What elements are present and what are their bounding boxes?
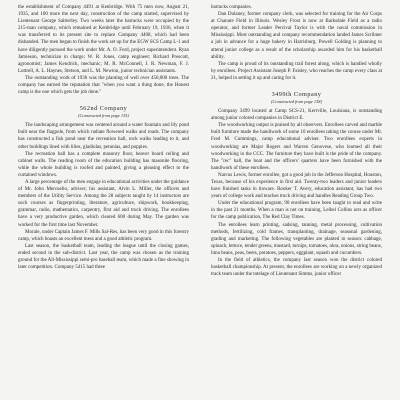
paragraph: the establishment of Company 4491 at Kenbridge. With 75 men now, August 21, 1935, and 100 more the next day, construction of the camp started, supervised by Lieutenant George Saltterley. Two weeks later the barracks were occupied by the 215-man company, which remained at Kenbridge until February 19, 1936, when it was transferred to its present site to replace Company 4408, which had been disbanded. The men began to finish the work set up for the EGW SCS Camp L-1 and have diligently pursued the work under Mr. A. O. Ford, project superintendent. Ryan Jamieson, technician in charge; W. R. Jones, camp engineer; Richard Prescott, agronomist; James Kendrick, mechanic; M. R. McConnell, J. R. Newman, F. J. Luttrell, A. L. Haynes, Stetson, and L. M. Newton, junior technician assistants.: [18, 5, 189, 74]
paragraph: The enrollees learn printing, sadsing, tanning, metal processing, cultivation methods, fertilizing, cold frames, transplanting, drainage, seasonal gardening, grading and marketing. The following vegetables are planted in season: cabbage, spinach, lettuce, tender greens, mustard, turnips, tomatoes, okra, onions, string beans, lima beans, peas, beets, potatoes, peppers, eggplant, squash and cucumbers.: [211, 222, 382, 256]
paragraph: Morale, under Captain James F. Mills Sal-Res, has been very good in this forestry camp, which boasts an excellent mess and a good athletic program.: [18, 229, 189, 242]
paragraph: barracks companies.: [211, 5, 252, 10]
paragraph: Last season, the basketball team, leading the league until the closing games, ended second in the sub-district. Last year, the camp was chosen as the training ground for the All-Mississippi semi-pro baseball team, which made a fine showing in later competition. Company 5415 had three: [18, 243, 189, 271]
section-subtitle: (Constructed from page 135): [78, 113, 129, 119]
section-heading: [18, 105, 189, 119]
paragraph: The woodworking output is praised by all observers. Enrollees carved and marble built furniture made the handiwork of some 10 enrollees taking the course under Mr. Fred M. Cummings, camp educational adviser. Two enrollees experts in woodworking are Major Rogers and Warren Genovese, who learned all their woodworking in the CCC. The furniture they have built is the pride of the company. The "rec" hall, the boat and the officers' quarters have been furnished with the handiwork of these enrollees.: [211, 123, 382, 171]
section-heading: [211, 91, 382, 105]
paragraph: The recreation hall has a complete masonry floor, beaver board ceiling and cabinet walls. The reading room of the education building has masonite flooring, while the whole building is roofed and painted, giving a pleasing effect to the curtained windows.: [18, 151, 189, 178]
paragraph: In the field of athletics, the company last season won the district colored basketball championship. At present, the enrollees are working on a newly organized track team under the tutelage of Lieutenant Simms, junior officer: [211, 258, 382, 278]
paragraph: Company 3499 located at Camp SCS-21, Kerrville, Louisiana, is outstanding among junior colored companies in District E.: [211, 109, 382, 122]
paragraph: The camp is proud of its outstanding trail forest along, which is handled wholly by enrollees. Project Assistant Joseph P. Faisley, who reaches the camp every class at 21, helped in setting it up and caring for it.: [211, 61, 382, 81]
paragraph: The landscaping arrangement was centered around a water fountain and lily pond built near the flagpole, from which radiate flowered walks and roads. The company has constructed a fish pond near the recreation hall, rock walks leading to it, and other buildings lined with lilies, gladiolas, petunias, and poppies.: [18, 123, 189, 150]
right-column: [211, 4, 382, 278]
left-column: [18, 4, 189, 271]
paragraph: The outstanding work of 1936 was the planting of well over 450,000 trees. The company has earned the reputation that "when you want a thing done, the Honest camp is the one which gets the job done.": [18, 75, 189, 96]
paragraph: Under the educational program, 90 enrollees have been taught to read and write in the past 21 months. When a man is not on training, Leibel Collins acts as officer for the camp publication, The Red Clay Times.: [211, 201, 382, 221]
paragraph: A large percentage of the men engage in educational activities under the guidance of Mr. John Mercuelio, adviser; his assistant, Alvin L. Miller, the officers and members of the Utility Service. Among the 28 subjects taught by 14 instructors are such courses as fingerprinting, literature, agriculture, shipwork, bookkeeping, grammar, radio, mathematics, carpentry, first aid and truck driving. The enrollees have a very productive garden, which cleared 600 during May. The garden was worked for the first time last November.: [18, 179, 189, 228]
paragraph: Narcus Lewis, former enrollee, got a good job in the Jefferson Hospital, Houston, Texas, because of his experience in first aid. Twenty-two leaders and junior leaders have finished tasks in tinware. Booker T. Avery, education assistant, has had two years of college work and teaches truck driving and handles Reading Group Two.: [211, 172, 382, 200]
section-title: 562nd Company: [79, 105, 128, 113]
paragraph: Dan Dulaney, former company clerk, was selected for training for the Air Corps at Chanute Field in Illinois. Wesley Frost is now at Barksdale Field as a radio operator, and former Leader Percival Taylor is with the naval commission in Mississippi. Most outstanding and company recommendation landed James Scribner a job in advance for a huge bakery in Harrisburg. Powell Golding is planning to attend junior college as a result of the scholarship awarded him for his basketball ability.: [211, 12, 382, 60]
section-title: 3499th Company: [271, 91, 322, 99]
section-subtitle: (Constructed from page 138): [271, 99, 322, 105]
